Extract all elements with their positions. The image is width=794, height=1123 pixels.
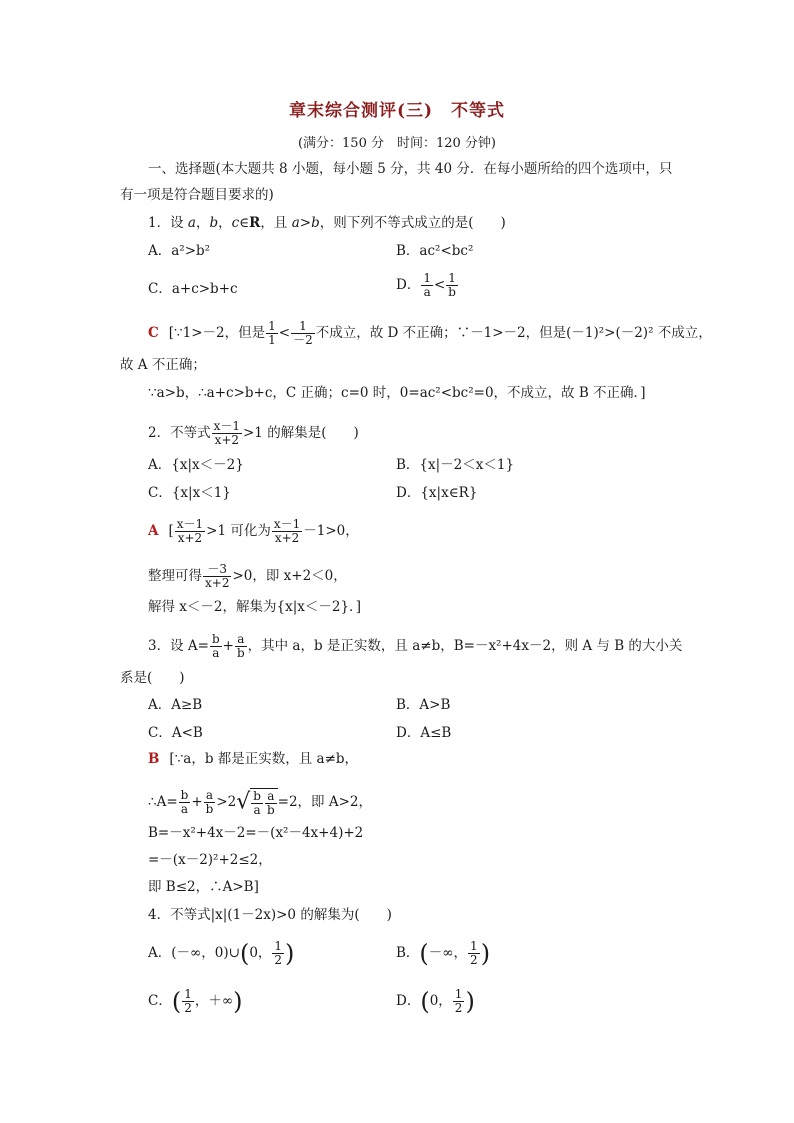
q3-option-c: C．A<B bbox=[148, 725, 203, 741]
q2-stem: 2．不等式 $\frac{x-1}{x+2}$ >1 的解集是( ) bbox=[148, 419, 359, 447]
page-subtitle: (满分：150 分 时间：120 分钟) bbox=[297, 136, 497, 151]
fraction: $\frac{1}{2}$ bbox=[454, 987, 463, 1015]
q4-option-d: D．(0， $\frac{1}{2}$ ) bbox=[396, 987, 475, 1016]
q3-stem-line2: 系是( ) bbox=[120, 670, 185, 686]
fraction: $\frac{1}{2}$ bbox=[184, 987, 192, 1015]
q3-option-d: D．A≤B bbox=[396, 725, 452, 741]
q2-solution-line3: 解得 x＜－2，解集为{x|x＜－2}．] bbox=[148, 599, 362, 615]
fraction: $\frac{1}{2}$ bbox=[274, 939, 283, 967]
q2-option-a: A．{x|x＜－2} bbox=[148, 457, 244, 473]
q3-option-a: A．A≥B bbox=[148, 697, 203, 713]
answer-letter: C bbox=[148, 325, 159, 341]
fraction: $\frac{1}{b}$ bbox=[448, 271, 456, 299]
q4-option-b: B．(－∞， $\frac{1}{2}$ ) bbox=[396, 939, 491, 968]
q4-stem: 4．不等式|x|(1－2x)>0 的解集为( ) bbox=[148, 907, 392, 923]
q1-option-d: D． $\frac{1}{a}$ < $\frac{1}{b}$ bbox=[396, 271, 456, 299]
q4-option-c: C．( $\frac{1}{2}$ ，＋∞) bbox=[148, 987, 243, 1016]
q1-option-b: B．ac²<bc² bbox=[396, 243, 474, 259]
fraction: $\frac{x-1}{x+2}$ bbox=[273, 517, 301, 545]
fraction: $\frac{1}{1}$ bbox=[268, 319, 276, 347]
page-title: 章末综合测评(三) 不等式 bbox=[288, 101, 506, 121]
q3-option-b: B．A>B bbox=[396, 697, 451, 713]
q3-solution-line3: B=－x²+4x－2=－(x²－4x+4)+2 bbox=[148, 825, 364, 841]
fraction: $\frac{b}{a}$ bbox=[211, 632, 220, 660]
q3-solution-line5: 即 B≤2，∴A>B] bbox=[148, 879, 259, 895]
fraction: $\frac{1}{2}$ bbox=[470, 939, 478, 967]
q1-stem: 1．设 a，b，c∈R，且 a>b，则下列不等式成立的是( ) bbox=[148, 215, 506, 231]
q2-option-d: D．{x|x∈R} bbox=[396, 485, 478, 501]
q3-stem-line1: 3．设 A= $\frac{b}{a}$ + $\frac{a}{b}$ ，其中 a，b 是正实数，且 a≠b，B=－x²+4x－2，则 A 与 B 的大小关 bbox=[148, 632, 683, 660]
fraction: $\frac{b}{a}$ bbox=[180, 788, 189, 816]
q1-solution-line2: 故 A 不正确； bbox=[120, 357, 206, 373]
q2-solution-line1: A [ $\frac{x-1}{x+2}$ >1 可化为 $\frac{x-1}{x+2}$ －1>0， bbox=[148, 517, 359, 545]
fraction: $\frac{a}{b}$ bbox=[236, 632, 245, 660]
section-heading-line2: 有一项是符合题目要求的) bbox=[120, 187, 274, 203]
fraction: $\frac{a}{b}$ bbox=[205, 788, 214, 816]
fraction: $\frac{x-1}{x+2}$ bbox=[213, 419, 240, 447]
q1-option-a: A．a²>b² bbox=[148, 243, 211, 259]
fraction: $\frac{b}{a}$ bbox=[253, 789, 261, 817]
fraction: $\frac{1}{-2}$ bbox=[293, 319, 313, 347]
q3-solution-line1: B [∵a，b 都是正实数，且 a≠b， bbox=[148, 751, 359, 767]
q2-option-b: B．{x|－2＜x＜1} bbox=[396, 457, 515, 473]
q4-option-a: A．(－∞，0)∪(0， $\frac{1}{2}$ ) bbox=[148, 939, 295, 968]
q3-solution-line4: =－(x－2)²+2≤2， bbox=[148, 852, 272, 868]
q1-solution-line1: C [∵1>－2，但是 $\frac{1}{1}$ < $\frac{1}{-2}$ 不成立，故 D 不正确；∵－1>－2，但是(－1)²>(－2)² 不成立， bbox=[148, 319, 712, 347]
answer-letter: B bbox=[148, 751, 160, 767]
fraction: $\frac{-3}{x+2}$ bbox=[205, 562, 230, 590]
q1-solution-line3: ∵a>b，∴a+c>b+c，C 正确；c=0 时，0=ac²<bc²=0，不成立，故 B 不正确．] bbox=[148, 385, 646, 401]
section-heading-line1: 一、选择题(本大题共 8 小题，每小题 5 分，共 40 分．在每小题所给的四个选项中，只 bbox=[148, 161, 673, 177]
q2-option-c: C．{x|x＜1} bbox=[148, 485, 231, 501]
fraction: $\frac{1}{a}$ bbox=[423, 271, 431, 299]
q3-solution-line2: ∴A= $\frac{b}{a}$ + $\frac{a}{b}$ >2√ $\frac{b}{a}$ $\frac{a}{b}$ =2，即 A>2， bbox=[148, 788, 372, 817]
fraction: $\frac{a}{b}$ bbox=[266, 789, 275, 817]
q2-solution-line2: 整理可得 $\frac{-3}{x+2}$ >0，即 x+2＜0， bbox=[148, 562, 347, 590]
answer-letter: A bbox=[148, 523, 159, 539]
square-root: √ $\frac{b}{a}$ $\frac{a}{b}$ bbox=[236, 788, 277, 817]
q1-option-c: C．a+c>b+c bbox=[148, 281, 238, 297]
fraction: $\frac{x-1}{x+2}$ bbox=[176, 517, 204, 545]
